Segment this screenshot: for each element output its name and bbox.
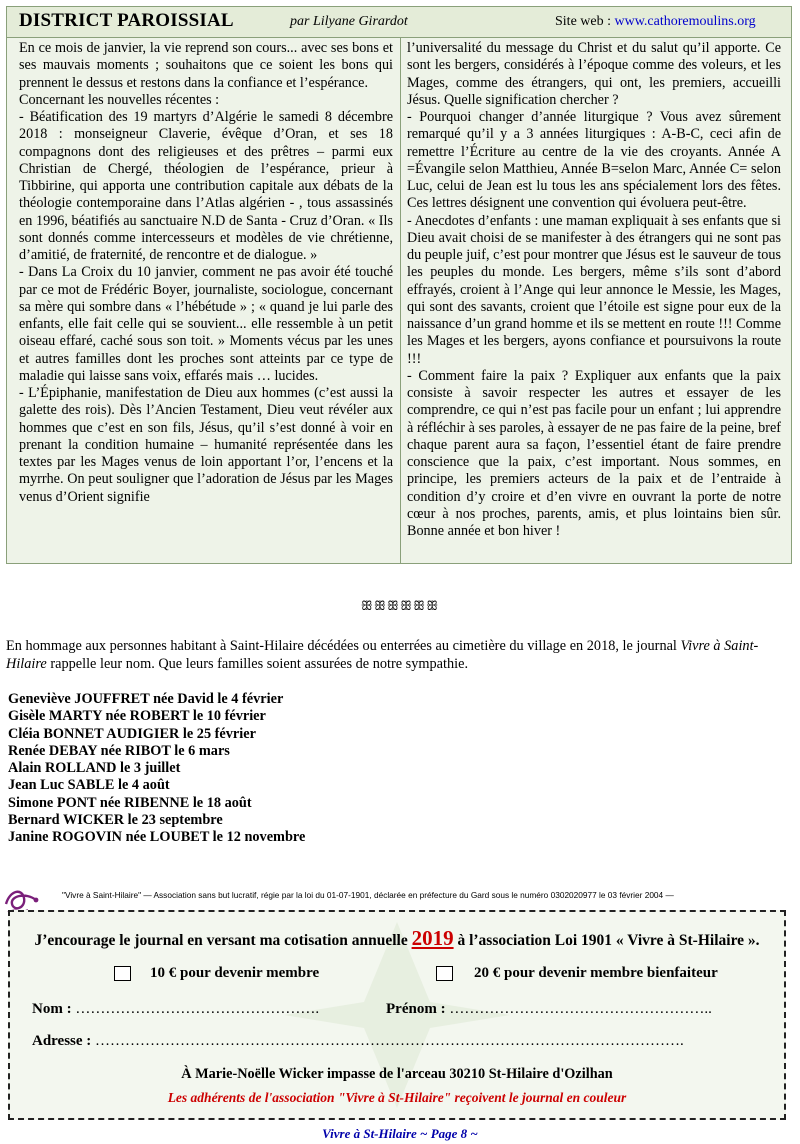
article-column-right [407,40,781,540]
color-edition-note: Les adhérents de l'association "Vivre à St-Hilaire" reçoivent le journal en couleur [167,1090,627,1105]
website-label: Site web : [555,14,615,29]
nom-dots: …………………………………………. [75,1001,320,1017]
prenom-label: Prénom : [386,1001,450,1017]
website-link[interactable]: www.cathoremoulins.org [614,14,756,29]
section-title: DISTRICT PAROISSIAL [19,10,234,31]
paragraph: En ce mois de janvier, la vie reprend son cours... avec ses bons et ses mauvais moments ; souhaitons que ce soient les bons qui prennent le dessus et restons dans la confiance et l’espérance. [19,40,393,91]
prenom-field[interactable] [386,1001,712,1018]
district-header [7,7,791,38]
paragraph: Concernant les nouvelles récentes : [19,91,220,108]
benefactor-checkbox[interactable] [436,966,453,981]
coupon-year: 2019 [411,926,454,950]
list-item: Gisèle MARTY née ROBERT le 10 février [8,708,266,725]
paragraph: - L’Épiphanie, manifestation de Dieu aux hommes (c’est aussi la galette des rois). Dès l’Ancien Testament, Dieu veut révéler aux hommes que c’est en son fils, Jésus, qu’il s’est donné à voir en prenant la condition humaine – humanité représentée dans les textes par les Mages venus de loin apportant l’or, l’encens et la myrrhe. On peut souligner que l’adoration de Jésus par les Mages venus d’Orient signifie [19,385,393,505]
list-item: Janine ROGOVIN née LOUBET le 12 novembre [8,829,306,846]
list-item: Jean Luc SABLE le 4 août [8,777,170,794]
journal-name: Vivre à Saint-Hilaire [6,638,759,672]
adresse-field[interactable] [32,1033,684,1050]
coupon-headline-text-end: à l’association Loi 1901 « Vivre à St-Hilaire ». [453,932,760,949]
list-item: Alain ROLLAND le 3 juillet [8,760,181,777]
member-option-label: 10 € pour devenir membre [150,965,320,981]
list-item: Bernard WICKER le 23 septembre [8,812,223,829]
column-divider [400,37,401,564]
coupon-headline [10,926,784,951]
nom-field[interactable] [32,1001,319,1018]
ornament-divider: ꕥꕥꕥꕥꕥꕥ [360,598,440,613]
nom-label: Nom : [32,1001,76,1017]
paragraph: l’universalité du message du Christ et du salut qu’il apporte. Ce sont les bergers, considérés à l’époque comme des voleurs, et les Mages, comme des étrangers, qui ont, les premiers, accueilli Jésus. Quelle signification chercher ? [407,40,781,108]
paragraph: - Dans La Croix du 10 janvier, comment ne pas avoir été touché par ce mot de Frédéric Boyer, journaliste, sociologue, concernant sa mère qui sombre dans « l’hébétude » ; « quand je lui parle des enfants, elle fait celle qui se souvient... elle ressemble à un petit oiseau effaré, caché sous son toit. » Moments vécus par les unes et autres familles dont les proches sont atteints par ce type de maladie qui laisse sans voix, effarés mais … lucides. [19,264,393,384]
prenom-dots: …………………………………………….. [449,1001,712,1017]
list-item: Renée DEBAY née RIBOT le 6 mars [8,742,230,759]
district-paroissial-box [6,6,792,564]
mailing-address: À Marie-Noëlle Wicker impasse de l'arceau 30210 St-Hilaire d'Ozilhan [181,1066,613,1082]
author-byline: par Lilyane Girardot [290,14,408,29]
tribute-paragraph [6,637,786,673]
list-item: Geneviève JOUFFRET née David le 4 février [8,691,284,707]
paragraph: - Anecdotes d’enfants : une maman expliquait à ses enfants que si Dieu avait choisi de se manifester à des étrangers qui ne sont pas du peuple juif, c’est pour montrer que Jésus est le sauveur de tous les peuples du monde. Les bergers, même s’ils sont d’abord effrayés, croient à l’Ange qui leur annonce le Messie, les Mages, qui sont des savants, croient que l’étoile est signe pour eux de la naissance d’un grand homme et ils se mettent en route !!! Comme les Mages et les bergers, ayons confiance et poursuivons la route !!! [407,212,781,367]
paragraph: - Comment faire la paix ? Expliquer aux enfants que la paix consiste à savoir respecter les autres et essayer de les comprendre, ce qui n’est pas facile pour un enfant ; lui apprendre à réfléchir à ses paroles, à essayer de ne pas faire de la peine, bref chaque parent aura sa façon, l’essentiel étant de faire prendre conscience que la paix, c’est important. Nous sommes, en principe, les premiers acteurs de la paix et de l’entraide à condition d’y croire et d’en vivre en ouvrant la porte de notre cœur à nos proches, parents, amis, et plus lointains bien sûr. Bonne année et bon hiver ! [407,367,781,539]
adresse-dots: ………………………………………………………………………………………………………. [95,1033,684,1049]
tribute-text-end: rappelle leur nom. Que leurs familles soient assurées de notre sympathie. [46,656,469,672]
tribute-text: En hommage aux personnes habitant à Saint-Hilaire décédées ou enterrées au cimetière du village en 2018, le journal [6,638,681,654]
list-item: Cléia BONNET AUDIGIER le 25 février [8,725,256,742]
article-column-left [19,40,393,506]
coupon-headline-text: J’encourage le journal en versant ma cotisation annuelle [34,932,412,949]
member-checkbox[interactable] [114,966,131,981]
adresse-label: Adresse : [32,1033,96,1049]
association-legal-note: "Vivre à Saint-Hilaire" — Association sans but lucratif, régie par la loi du 01-07-1901, déclarée en préfecture du Gard sous le numéro 0302020977 le 03 février 2004 — [62,890,674,900]
page-footer: Vivre à St-Hilaire ~ Page 8 ~ [322,1126,478,1141]
membership-coupon [8,910,786,1120]
website-line [555,14,756,30]
list-item: Simone PONT née RIBENNE le 18 août [8,794,252,811]
deceased-list [8,691,305,847]
paragraph: - Béatification des 19 martyrs d’Algérie le samedi 8 décembre 2018 : monseigneur Claverie, évêque d’Oran, et ses 18 compagnons dont des religieuses et des prêtres – parmi eux Christian de Chergé, théologien de l’espérance, prieur à Tibbirine, qui apporta une contribution capitale aux débats de la théologie contemporaine dans l’Atlas algérien - , tous assassinés en 1996, béatifiés au sanctuaire N.D de Santa - Cruz d’Oran. « Ils sont donnés comme intercesseurs et modèles de vie chrétienne, d’amitié, de fraternité, de rencontre et de dialogue. » [19,109,393,263]
paragraph: - Pourquoi changer d’année liturgique ? Vous avez sûrement remarqué qu’il y a 3 années liturgiques : A-B-C, ceci afin de remettre l’Écriture au centre de la vie des croyants. Année A =Évangile selon Matthieu, Année B=selon Marc, Année C= selon Luc, celui de Jean est lu tous les ans spécialement lors des fêtes. Ces lettres désignent une convention qui évoluera peut-être. [407,109,781,212]
benefactor-option-label: 20 € pour devenir membre bienfaiteur [474,965,718,981]
